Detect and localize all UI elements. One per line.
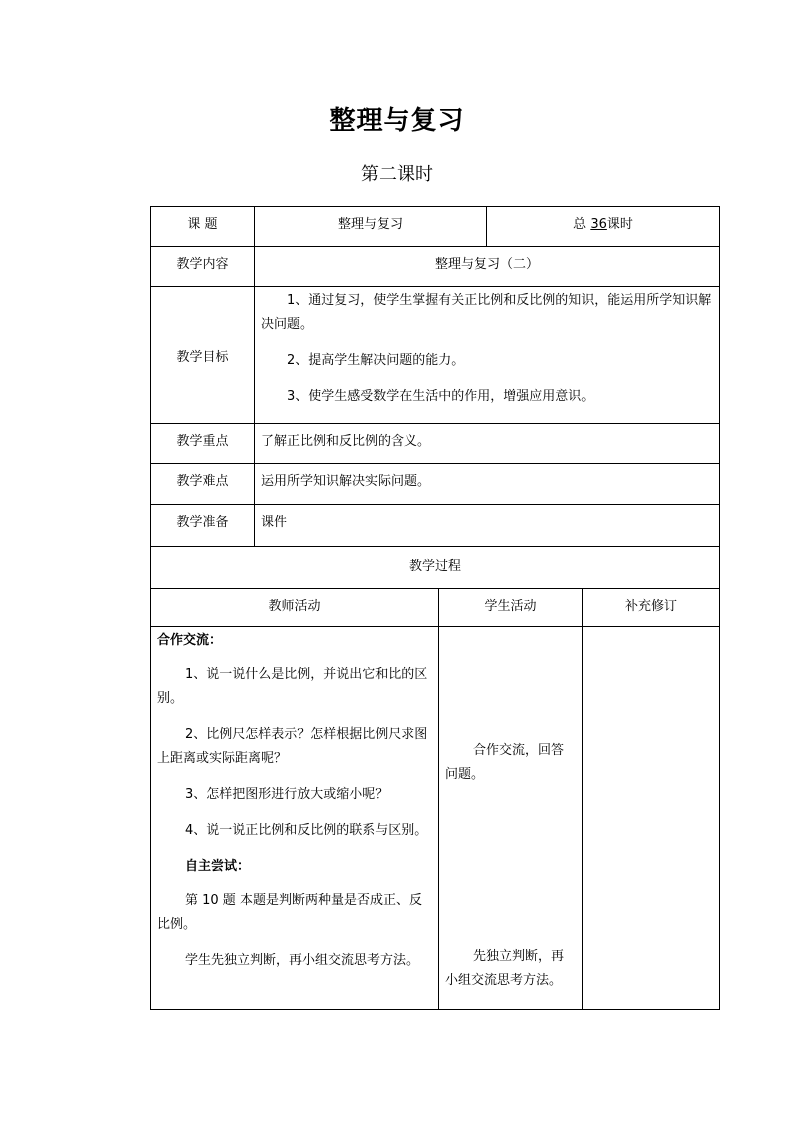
document-title: 整理与复习 [329, 106, 465, 136]
lesson-subtitle: 第二课时 [361, 164, 433, 185]
goal-label: 教学目标 [151, 287, 255, 424]
goal-list [255, 287, 720, 424]
topic-value: 整理与复习 [255, 207, 487, 247]
goal-row [151, 287, 720, 424]
content-row [151, 247, 720, 287]
student-answer: 先独立判断，再小组交流思考方法。 [445, 949, 565, 988]
teacher-activities [151, 627, 439, 1010]
process-title-row [151, 547, 720, 589]
question-item: 4、说一说正比例和反比例的联系与区别。 [185, 823, 428, 838]
total-number: 36 [590, 217, 607, 232]
difficulty-label: 教学难点 [151, 464, 255, 505]
question-item: 1、说一说什么是比例，并说出它和比的区别。 [157, 667, 428, 706]
goal-item: 2、提高学生解决问题的能力。 [287, 353, 465, 368]
difficulty-row [151, 464, 720, 505]
goal-item: 3、使学生感受数学在生活中的作用，增强应用意识。 [287, 389, 595, 404]
section-cooperation: 合作交流： [157, 633, 223, 648]
topic-row [151, 207, 720, 247]
question-item: 2、比例尺怎样表示？怎样根据比例尺求图上距离或实际距离呢？ [157, 727, 428, 766]
key-point-label: 教学重点 [151, 424, 255, 464]
goal-item: 1、通过复习，使学生掌握有关正比例和反比例的知识，能运用所学知识解决问题。 [261, 293, 712, 332]
question-item: 3、怎样把图形进行放大或缩小呢？ [185, 787, 389, 802]
notes-column [583, 627, 720, 1010]
key-point-value: 了解正比例和反比例的含义。 [255, 424, 720, 464]
process-title: 教学过程 [151, 547, 720, 589]
total-suffix: 课时 [606, 217, 633, 232]
key-point-row [151, 424, 720, 464]
student-activity-header: 学生活动 [439, 589, 583, 627]
prep-label: 教学准备 [151, 505, 255, 547]
content-value: 整理与复习（二） [255, 247, 720, 287]
activities-row [151, 627, 720, 1010]
section-self-try: 自主尝试： [185, 859, 251, 874]
total-prefix: 总 [573, 217, 587, 232]
prep-row [151, 505, 720, 547]
content-label: 教学内容 [151, 247, 255, 287]
process-header-row [151, 589, 720, 627]
difficulty-value: 运用所学知识解决实际问题。 [255, 464, 720, 505]
notes-header: 补充修订 [583, 589, 720, 627]
topic-label: 课 题 [151, 207, 255, 247]
student-answer: 合作交流，回答问题。 [445, 743, 565, 782]
exercise-item: 第 10 题 本题是判断两种量是否成正、反比例。 [157, 893, 422, 932]
prep-value: 课件 [255, 505, 720, 547]
teacher-activity-header: 教师活动 [151, 589, 439, 627]
student-activities [439, 627, 583, 1010]
lesson-plan-table [150, 206, 720, 1010]
exercise-note: 学生先独立判断，再小组交流思考方法。 [185, 953, 420, 968]
total-lessons [487, 207, 720, 247]
